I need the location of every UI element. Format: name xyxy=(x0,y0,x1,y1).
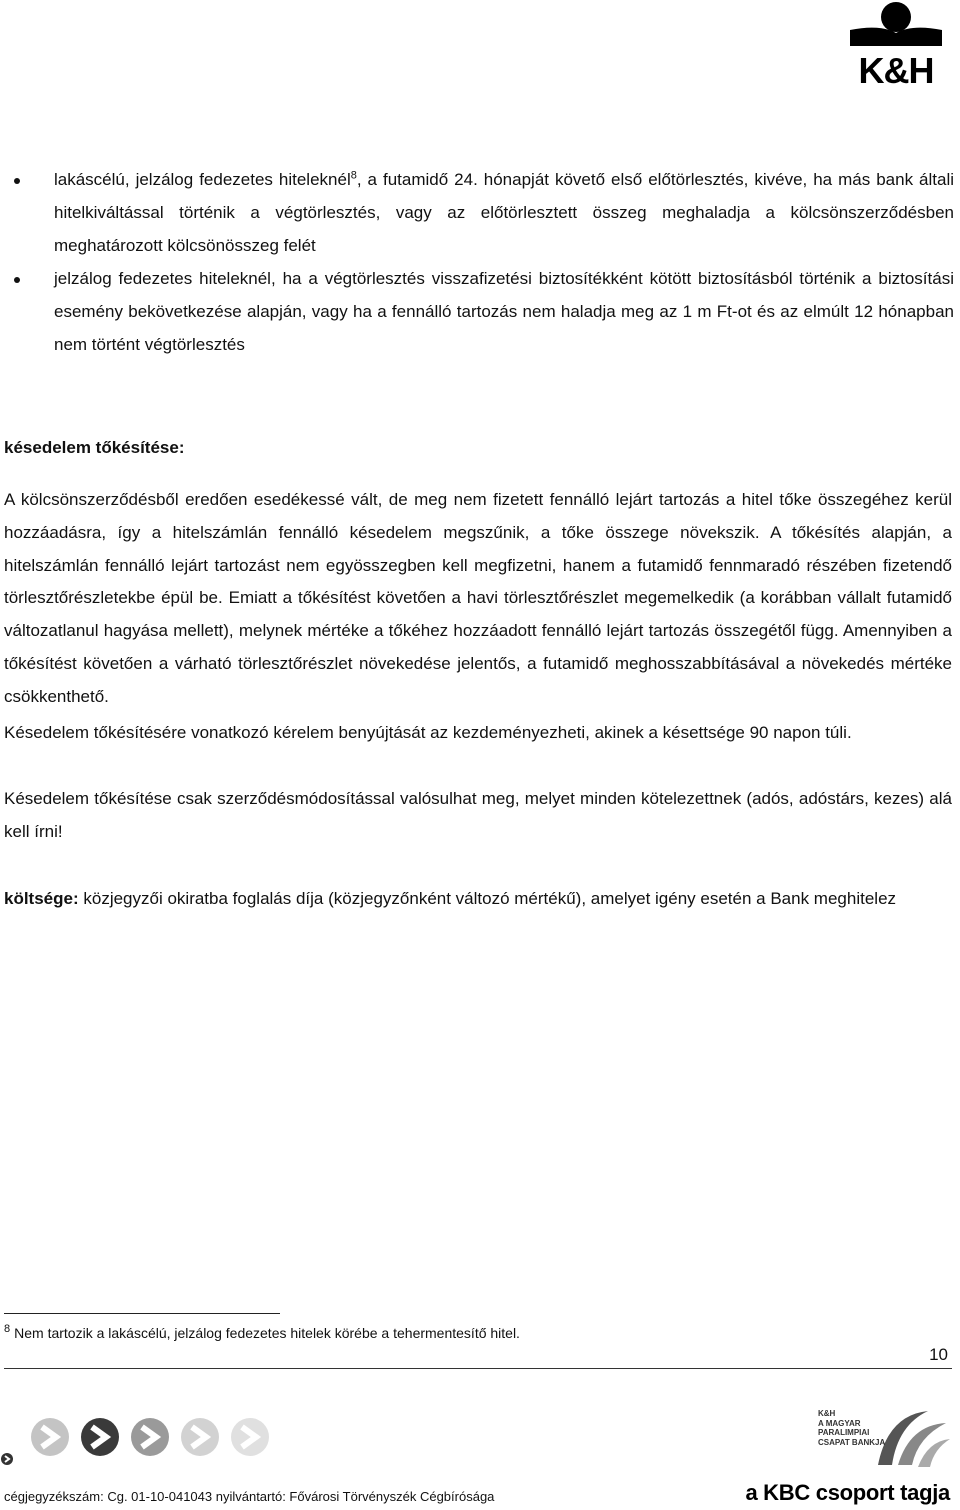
paragraph: Késedelem tőkésítése csak szerződésmódosítással valósulhat meg, melyet minden kötelezettnek (adós, adóstárs, kezes) alá kell írni! xyxy=(4,789,952,841)
arrow-circle-light2-icon xyxy=(181,1418,219,1456)
bullet-dot-icon xyxy=(14,277,20,283)
pl-line: CSAPAT BANKJA xyxy=(818,1437,886,1447)
kbc-tagline: a KBC csoport tagja xyxy=(745,1480,950,1505)
footnote-text: Nem tartozik a lakáscélú, jelzálog fedezetes hitelek körébe a tehermentesítő hitel. xyxy=(14,1325,520,1341)
company-registry: cégjegyzékszám: Cg. 01-10-041043 nyilvántartó: Fővárosi Törvényszék Cégbírósága xyxy=(4,1489,495,1504)
cost-paragraph xyxy=(4,883,952,916)
page-number: 10 xyxy=(929,1345,948,1364)
pl-line: A MAGYAR xyxy=(818,1418,861,1428)
bullet-dot-icon xyxy=(14,178,20,184)
page-divider xyxy=(4,1368,952,1369)
footnote xyxy=(4,1323,520,1343)
pl-line: K&H xyxy=(818,1409,836,1418)
bullet-item xyxy=(0,163,954,262)
bullet-list xyxy=(0,163,954,361)
footer-arrows-icon xyxy=(4,1415,304,1465)
logo-text: K&H xyxy=(858,50,934,91)
arrow-circle-dark-icon xyxy=(81,1418,119,1456)
arrow-circle-mid-icon xyxy=(131,1418,169,1456)
footnote-divider xyxy=(4,1313,280,1314)
footnote-ref: 8 xyxy=(350,169,357,182)
footnote-number: 8 xyxy=(4,1323,11,1335)
section-heading: késedelem tőkésítése: xyxy=(4,438,185,457)
cost-text: közjegyzői okiratba foglalás díja (közjegyzőnként változó mértékű), amelyet igény esetén a Bank meghitelez xyxy=(78,889,897,908)
cost-label: költsége: xyxy=(4,889,79,908)
pl-line: PARALIMPIAI xyxy=(818,1428,870,1437)
kh-bank-logo xyxy=(840,0,952,90)
paralympic-logo xyxy=(818,1405,952,1471)
bullet-text-cont: , a futamidő 24. hónapját követő első előtörlesztés, kivéve, ha más bank általi hitelkiváltással történik a végtörlesztés, vagy az előtörlesztett összeg meghaladja a kölcsönszerződésben meghatározott kölcsönösszeg felét xyxy=(54,170,955,255)
bullet-text: jelzálog fedezetes hiteleknél, ha a végtörlesztés visszafizetési biztosítékként kötött biztosításból történik a biztosítási esemény bekövetkezése alapján, vagy ha a fennálló tartozás nem haladja meg az 1 m Ft-ot és az elmúlt 12 hónapban nem történt végtörlesztés xyxy=(54,269,954,354)
paragraph: A kölcsönszerződésből eredően esedékessé vált, de meg nem fizetett fennálló lejárt tartozás a hitel tőke összegéhez kerül hozzáadásra, így a hitelszámlán fennálló késedelem megszűnik, a tőke összege növekszik. A tőkésítés alapján, a hitelszámlán fennálló lejárt tartozást nem egyösszegben kell megfizetni, hanem a futamidő fennmaradó részében fizetendő törlesztőrészletekbe épül be. Emiatt a tőkésítést követően a havi törlesztőrészlet megemelkedik (a korábban vállalt futamidő változatlanul hagyása mellett), melynek mértéke a tőkéhez hozzáadott fennálló lejárt tartozás összegétől függ. Amennyiben a tőkésítést követően a várható törlesztőrészlet növekedése jelentős, a futamidő meghosszabbításával a növekedés mértéke csökkenthető. xyxy=(4,490,952,706)
paralympic-text xyxy=(818,1409,885,1447)
arrow-circle-pale-icon xyxy=(231,1418,269,1456)
bullet-item xyxy=(0,262,954,361)
bullet-text: lakáscélú, jelzálog fedezetes hiteleknél xyxy=(54,170,351,189)
paragraph: Késedelem tőkésítésére vonatkozó kérelem benyújtását az kezdeményezheti, akinek a késettsége 90 napon túli. xyxy=(4,723,852,742)
arrow-circle-light-icon xyxy=(31,1418,69,1456)
small-arrow-icon xyxy=(0,1452,14,1466)
